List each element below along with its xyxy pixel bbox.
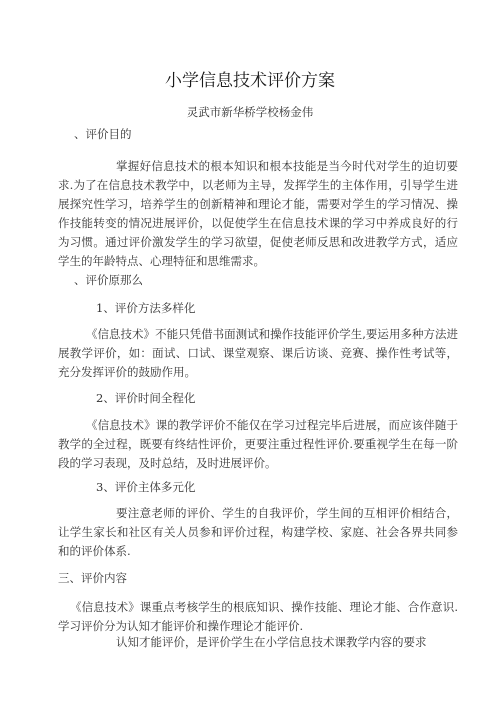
section3-paragraph: 《信息技术》课重点考核学生的根底知识、操作技能、理论才能、合作意识.学习评价分为认知才能评价和操作理论才能评价. <box>58 600 458 633</box>
section2-sub1-paragraph: 《信息技术》不能只凭借书面测试和操作技能评价学生,要运用多种方法进展教学评价，如：面试、口试、课堂观察、课后访谈、竞赛、操作性考试等，充分发挥评价的鼓励作用。 <box>58 327 458 379</box>
section3-paragraph2: 认知才能评价，是评价学生在小学信息技术课教学内容的要求 <box>116 635 427 649</box>
section2-sub2-paragraph: 《信息技术》课的教学评价不能仅在学习过程完毕后进展，而应该伴随于教学的全过程，既要有终结性评价，更要注重过程性评价.要重视学生在每一阶段的学习表现，及时总结，及时进展评价。 <box>58 418 458 470</box>
document-title: 小学信息技术评价方案 <box>165 71 335 91</box>
section1-paragraph: 掌握好信息技术的根本知识和根本技能是当今时代对学生的迫切要求.为了在信息技术教学中，以老师为主导，发挥学生的主体作用，引导学生进展探究性学习，培养学生的创新精神和理论才能，需要对学生的学习情况、操作技能转变的情况进展评价，以促使学生在信息技术课的学习中养成良好的行为习惯。通过评价激发学生的学习欲望，促使老师反思和改进教学方式，适应学生的年龄特点、心理特征和思维需求。 <box>58 159 458 268</box>
section2-heading: 、评价原那么 <box>74 273 143 287</box>
section1-heading: 、评价目的 <box>74 127 132 141</box>
section3-heading: 三、评价内容 <box>58 571 127 585</box>
section2-sub1-heading: 1、评价方法多样化 <box>96 301 196 315</box>
section2-sub2-heading: 2、评价时间全程化 <box>96 391 196 405</box>
document-author: 灵武市新华桥学校杨金伟 <box>186 105 314 119</box>
section2-sub3-paragraph: 要注意老师的评价、学生的自我评价，学生间的互相评价相结合，让学生家长和社区有关人员参和评价过程，构建学校、家庭、社会各界共同参和的评价体系. <box>58 506 458 558</box>
section2-sub3-heading: 3、评价主体多元化 <box>96 480 196 494</box>
